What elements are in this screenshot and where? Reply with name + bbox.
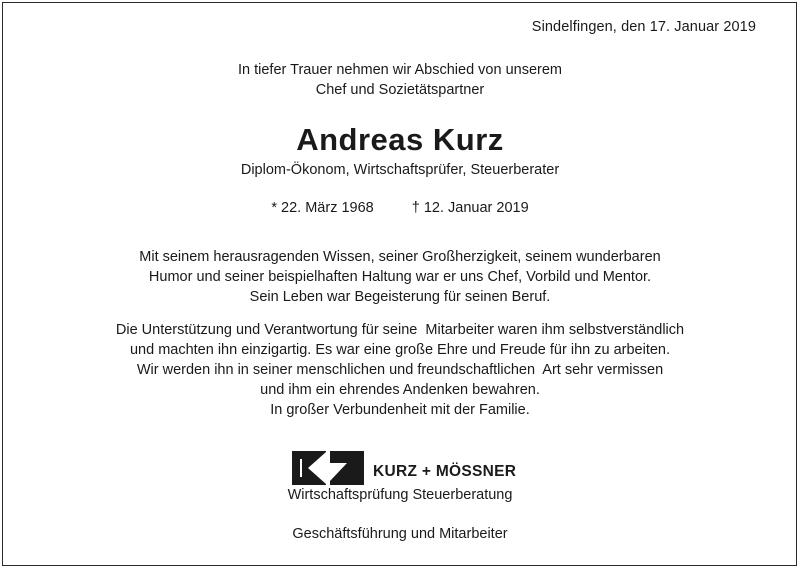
tribute-paragraph-1 — [0, 247, 800, 307]
intro-line: In tiefer Trauer nehmen wir Abschied von unserem — [238, 62, 562, 78]
text-line: Mit seinem herausragenden Wissen, seiner Großherzigkeit, seinem wunderbaren — [139, 249, 661, 265]
text-line: In großer Verbundenheit mit der Familie. — [270, 402, 530, 418]
text-line: Wir werden ihn in seiner menschlichen und freundschaftlichen Art sehr vermissen — [136, 362, 664, 378]
company-subtitle: Wirtschaftsprüfung Steuerberatung — [287, 487, 513, 503]
text-line: Humor und seiner beispielhaften Haltung war er uns Chef, Vorbild und Mentor. — [148, 269, 652, 285]
text-line: und machten ihn einzigartig. Es war eine große Ehre und Freude für ihn zu arbeiten. — [129, 342, 671, 358]
text-line: und ihm ein ehrendes Andenken bewahren. — [260, 382, 540, 398]
birth-date: * 22. März 1968 — [271, 200, 374, 216]
place-date: Sindelfingen, den 17. Januar 2019 — [531, 19, 756, 35]
company-name: KURZ + MÖSSNER — [373, 463, 517, 480]
deceased-name: Andreas Kurz — [296, 122, 504, 157]
text-line: Sein Leben war Begeisterung für seinen Beruf. — [249, 289, 551, 305]
text-line: Die Unterstützung und Verantwortung für seine Mitarbeiter waren ihm selbstverständlich — [115, 322, 685, 338]
tribute-paragraph-2 — [0, 320, 800, 420]
life-dates — [0, 200, 800, 216]
deceased-titles: Diplom-Ökonom, Wirtschaftsprüfer, Steuerberater — [240, 162, 560, 178]
signers: Geschäftsführung und Mitarbeiter — [292, 526, 508, 542]
km-logo-icon — [292, 451, 364, 485]
intro-line: Chef und Sozietätspartner — [315, 82, 485, 98]
intro-text — [0, 60, 800, 100]
death-date: † 12. Januar 2019 — [411, 200, 529, 216]
